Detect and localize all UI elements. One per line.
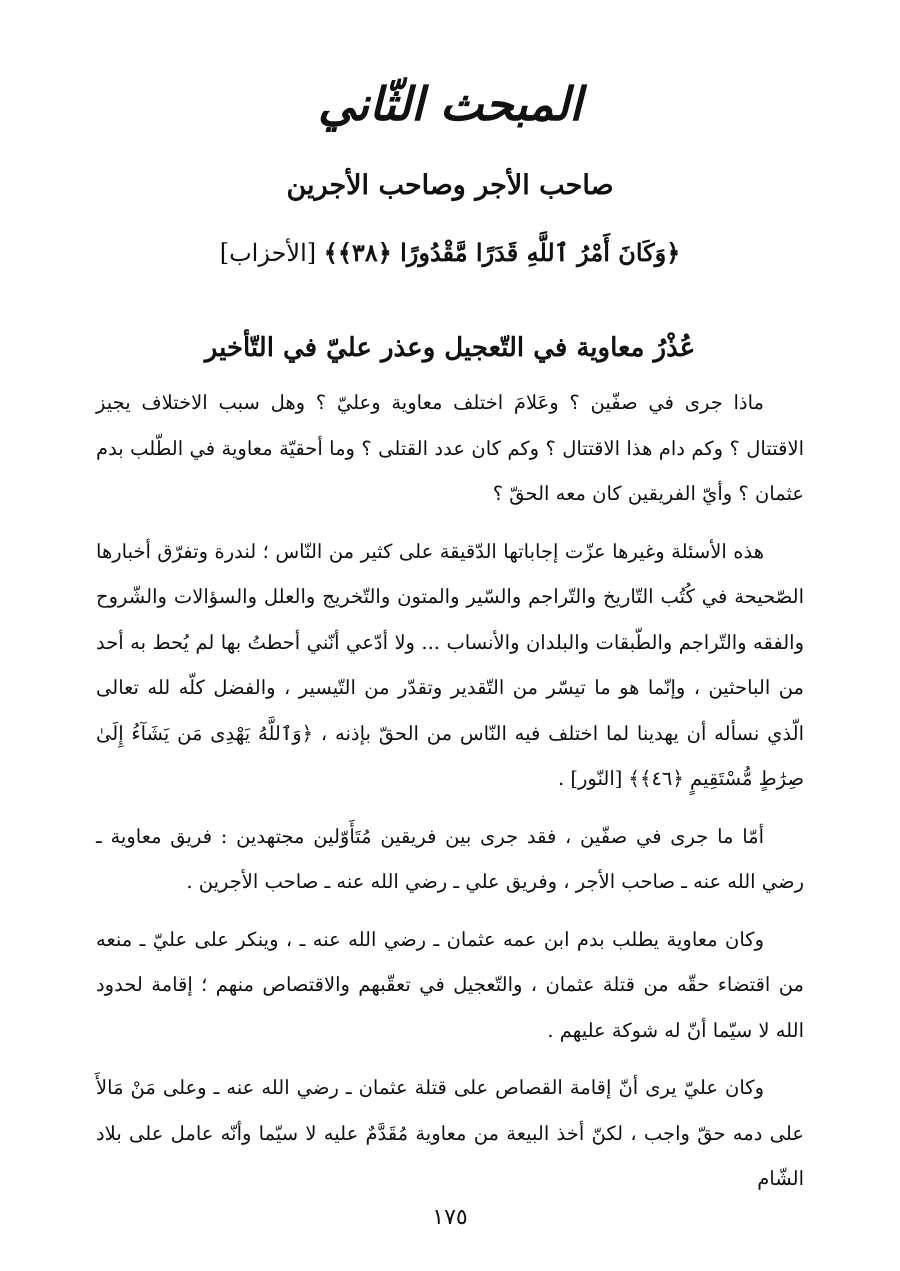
section-heading: المبحث الثّاني — [318, 77, 582, 131]
quran-source: [الأحزاب] — [219, 239, 317, 267]
quran-quote — [0, 230, 900, 276]
page-number: ١٧٥ — [432, 1205, 468, 1230]
paragraph: ماذا جرى في صفّين ؟ وعَلامَ اختلف معاوية وعليّ ؟ وهل سبب الاختلاف يجيز الاقتتال ؟ وكم دام هذا الاقتتال ؟ وكم كان عدد القتلى ؟ وما أحقيّة معاوية في الطّلب بدم عثمان ؟ وأيّ الفريقين كان معه الحقّ ؟ — [96, 391, 804, 505]
paragraph: وكان عليّ يرى أنّ إقامة القصاص على قتلة عثمان ـ رضي الله عنه ـ وعلى مَنْ مَالأَ على دمه حقّ واجب ، لكنّ أخذ البيعة من معاوية مُقَدَّمٌ عليه لا سيّما وأنّه عامل على بلاد الشّام — [96, 1076, 804, 1190]
paragraph: وكان معاوية يطلب بدم ابن عمه عثمان ـ رضي الله عنه ـ ، وينكر على عليّ ـ منعه من اقتضاء حقّه من قتلة عثمان ، والتّعجيل في تعقّبهم والاقتصاص منهم ؛ إقامة لحدود الله لا سيّما أنّ له شوكة عليهم . — [96, 927, 804, 1042]
body-text — [96, 380, 804, 1214]
chapter-title: صاحب الأجر وصاحب الأجرين — [286, 170, 614, 201]
paragraph: أمّا ما جرى في صفّين ، فقد جرى بين فريقين مُتَأَوّلين مجتهدين : فريق معاوية ـ رضي الله عنه ـ صاحب الأجر ، وفريق علي ـ رضي الله عنه ـ صاحب الأجرين . — [96, 824, 804, 893]
paragraph: هذه الأسئلة وغيرها عزّت إجاباتها الدّقيقة على كثير من النّاس ؛ لندرة وتفرّق أخبارها الصّحيحة في كُتُب التّاريخ والتّراجم والسّير والمتون والتّخريج والعلل والسؤالات والشّروح والفقه والتّراجم والطّبقات والبلدان والأنساب ... ولا أدّعي أنّني أحطتُ بها لم يُحط به أحد من الباحثين ، وإنّما هو ما تيسّر من التّقدير وتقدّر من التّيسير ، والفضل كلّه لله تعالى الّذي نسأله أن يهدينا لما اختلف فيه النّاس من الحقّ بإذنه ، ﴿وَٱللَّهُ يَهْدِى مَن يَشَآءُ إِلَىٰ صِرَٰطٍ مُّسْتَقِيمٍ ﴿٤٦﴾﴾ [النّور] . — [96, 539, 804, 790]
sub-heading: عُذْرُ معاوية في التّعجيل وعذر عليّ في التّأخير — [204, 333, 696, 363]
quran-verse: ﴿وَكَانَ أَمْرُ ٱللَّهِ قَدَرًا مَّقْدُورًا ﴿٣٨﴾﴾ — [323, 238, 681, 267]
